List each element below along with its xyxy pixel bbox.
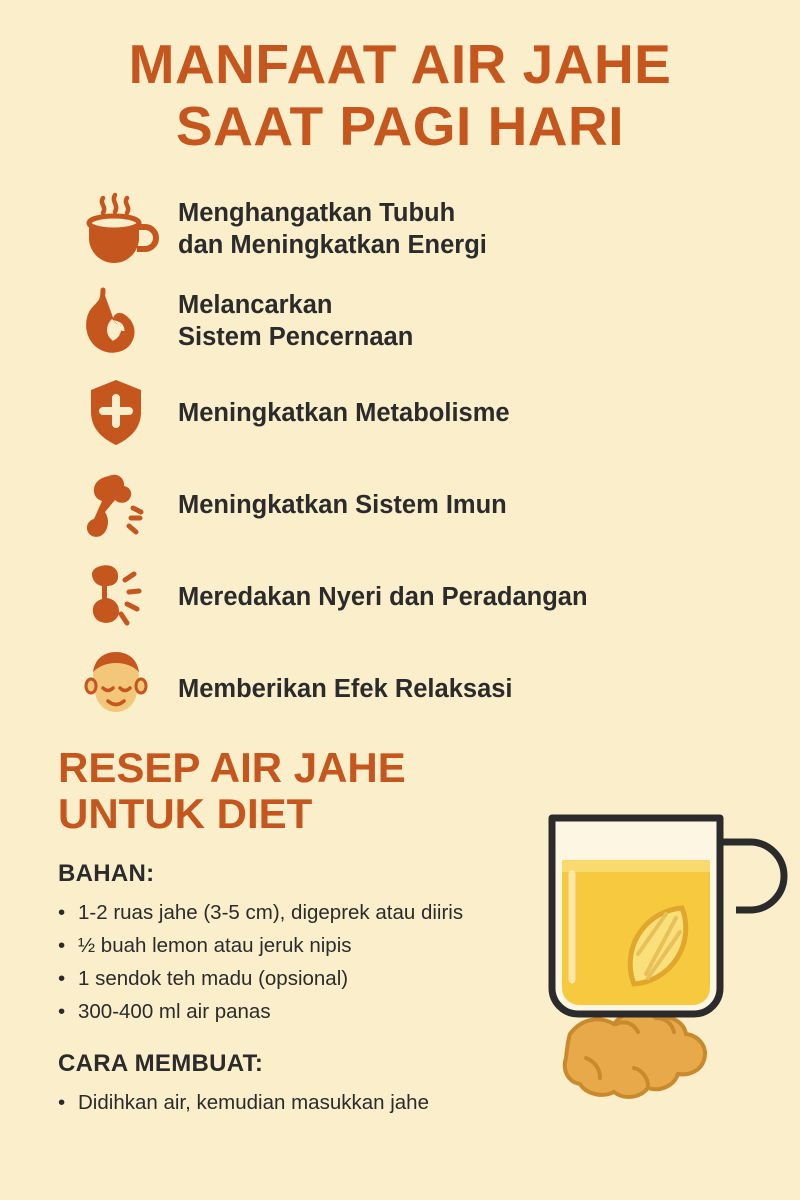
benefit-label: [162, 397, 510, 430]
relaxed-face-icon: [70, 643, 162, 735]
list-item: [70, 183, 780, 275]
shield-plus-icon: [70, 367, 162, 459]
joint-pain-icon: [70, 551, 162, 643]
title-line-1: MANFAAT AIR JAHE: [128, 33, 672, 95]
list-item: • Didihkan air, kemudian masukkan jahe: [58, 1086, 780, 1119]
benefits-list: [0, 183, 800, 735]
list-item: [70, 643, 780, 735]
stomach-icon: [70, 275, 162, 367]
recipe-title-line-2: UNTUK DIET: [58, 790, 313, 838]
benefit-label: [162, 673, 513, 706]
benefit-label-line-2: dan Meningkatkan Energi: [178, 231, 487, 260]
list-item: [70, 459, 780, 551]
hot-cup-icon: [70, 183, 162, 275]
benefit-label-line-2: Sistem Pencernaan: [178, 323, 414, 352]
recipe-section: [0, 745, 800, 1119]
benefit-label-line-1: Meredakan Nyeri dan Peradangan: [178, 582, 588, 611]
list-item: [70, 275, 780, 367]
benefit-label-line-1: Menghangatkan Tubuh: [178, 198, 456, 227]
benefit-label: [162, 581, 588, 614]
ingredients-heading: BAHAN:: [58, 859, 155, 887]
list-item: [70, 551, 780, 643]
title-line-2: SAAT PAGI HARI: [175, 94, 625, 157]
list-item: [70, 367, 780, 459]
benefit-label-line-1: Melancarkan: [178, 290, 333, 319]
steps-heading: CARA MEMBUAT:: [58, 1050, 264, 1078]
steps-list: [58, 1086, 780, 1119]
page-title: [0, 0, 800, 157]
benefit-label-line-1: Meningkatkan Metabolisme: [178, 398, 510, 427]
list-item: • 1-2 ruas jahe (3-5 cm), digeprek atau diiris: [58, 896, 780, 929]
benefit-label: [162, 489, 507, 522]
list-item: • 1 sendok teh madu (opsional): [58, 962, 780, 995]
benefit-label-line-1: Meningkatkan Sistem Imun: [178, 490, 507, 519]
recipe-title-line-1: RESEP AIR JAHE: [58, 744, 406, 792]
benefit-label-line-1: Memberikan Efek Relaksasi: [178, 674, 513, 703]
bone-icon: [70, 459, 162, 551]
ingredients-list: [58, 896, 780, 1029]
list-item: • 300-400 ml air panas: [58, 995, 780, 1028]
benefit-label: [162, 197, 487, 262]
benefit-label: [162, 289, 413, 354]
list-item: • ½ buah lemon atau jeruk nipis: [58, 929, 780, 962]
